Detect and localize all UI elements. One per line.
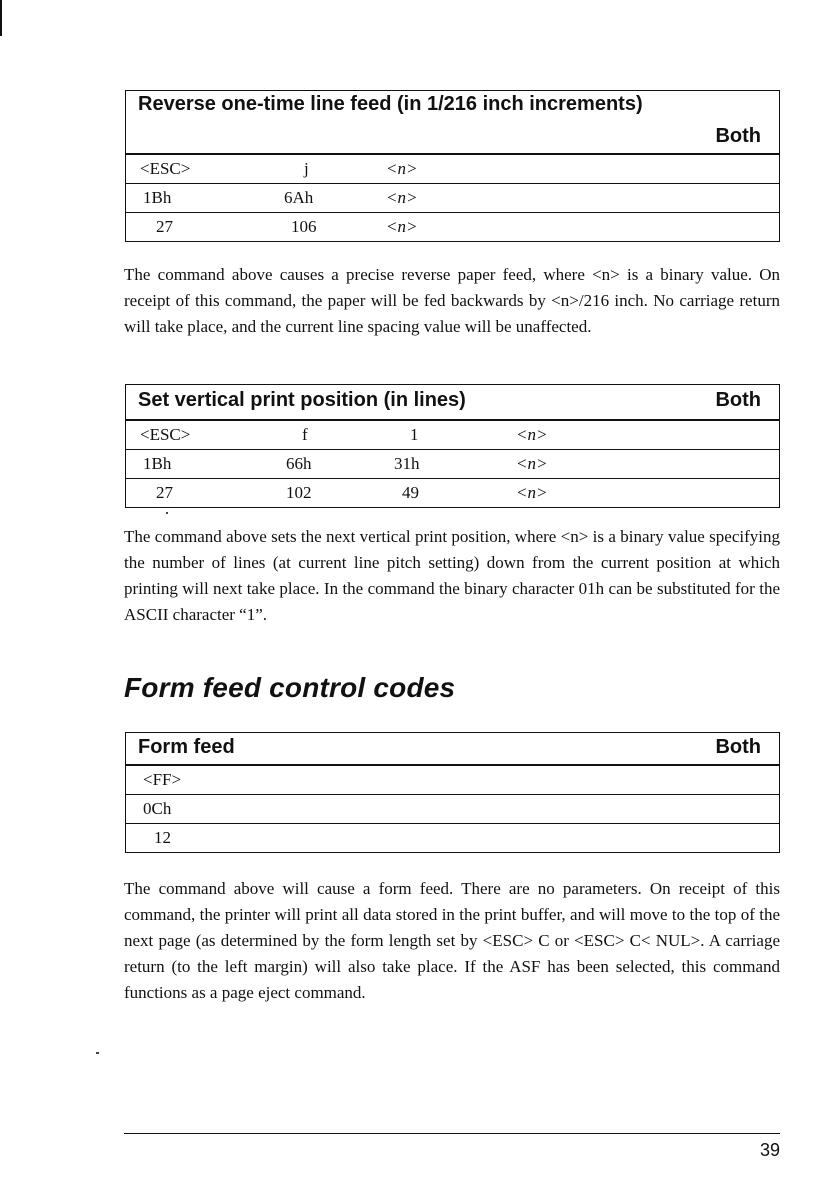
table-cell: <FF> xyxy=(143,770,182,789)
description-vertical-print-position: The command above sets the next vertical print position, where <n> is a binary value specifying the number of lines (at current line pitch setting) down from the current position at which printing will next take place. In the command the binary character 01h can be substituted for the ASCII character “1”. xyxy=(124,527,780,624)
table-cell: f xyxy=(302,425,308,444)
page-edge-mark xyxy=(0,0,2,36)
table-cell: 27 xyxy=(156,483,173,502)
table-cell: <n> xyxy=(386,188,418,207)
table-cell: 1Bh xyxy=(143,454,172,473)
table-cell: <n> xyxy=(516,483,548,502)
table-cell: 31h xyxy=(394,454,420,473)
command-scope: Both xyxy=(715,389,761,411)
table-cell: <ESC> xyxy=(140,159,191,178)
command-table-header xyxy=(126,91,779,155)
table-row xyxy=(126,795,779,824)
command-scope: Both xyxy=(715,736,761,758)
table-cell: j xyxy=(304,159,309,178)
table-row xyxy=(126,184,779,213)
command-scope: Both xyxy=(715,125,761,147)
table-cell: 106 xyxy=(291,217,317,236)
table-cell: 66h xyxy=(286,454,312,473)
description-form-feed: The command above will cause a form feed. There are no parameters. On receipt of this command, the printer will print all data stored in the print buffer, and will move to the top of the next page (as determined by the form length set by <ESC> C or <ESC> C< NUL>. A carriage return (to the left margin) will also take place. If the ASF has been selected, this command functions as a page eject command. xyxy=(124,879,780,1002)
table-row xyxy=(126,213,779,241)
footer-rule xyxy=(124,1133,780,1134)
table-row xyxy=(126,155,779,184)
command-title: Form feed xyxy=(138,736,235,758)
command-table-reverse-line-feed xyxy=(125,90,780,242)
section-heading: Form feed control codes xyxy=(124,672,456,703)
command-title: Reverse one-time line feed (in 1/216 inch increments) xyxy=(138,93,643,115)
table-cell: 0Ch xyxy=(143,799,172,818)
table-cell: 1Bh xyxy=(143,188,172,207)
table-cell: 102 xyxy=(286,483,312,502)
command-table-header xyxy=(126,733,779,766)
table-cell: 6Ah xyxy=(284,188,314,207)
command-table-form-feed xyxy=(125,732,780,853)
table-cell: <n> xyxy=(516,454,548,473)
table-row xyxy=(126,479,779,507)
table-row xyxy=(126,766,779,795)
scan-speck xyxy=(96,1052,99,1054)
command-title: Set vertical print position (in lines) xyxy=(138,389,466,411)
description-reverse-line-feed: The command above causes a precise reverse paper feed, where <n> is a binary value. On receipt of this command, the paper will be fed backwards by <n>/216 inch. No carriage return will take place, and the current line spacing value will be unaffected. xyxy=(124,265,780,336)
table-cell: 49 xyxy=(402,483,419,502)
table-cell: <n> xyxy=(516,425,548,444)
scan-speck xyxy=(166,512,168,514)
table-row xyxy=(126,824,779,852)
table-row xyxy=(126,421,779,450)
table-cell: <ESC> xyxy=(140,425,191,444)
command-table-vertical-print-position xyxy=(125,384,780,508)
table-cell: <n> xyxy=(386,159,418,178)
table-cell: 12 xyxy=(154,828,171,847)
table-cell: <n> xyxy=(386,217,418,236)
page-number: 39 xyxy=(759,1140,780,1160)
command-table-header xyxy=(126,385,779,421)
table-cell: 1 xyxy=(410,425,419,444)
table-row xyxy=(126,450,779,479)
table-cell: 27 xyxy=(156,217,173,236)
